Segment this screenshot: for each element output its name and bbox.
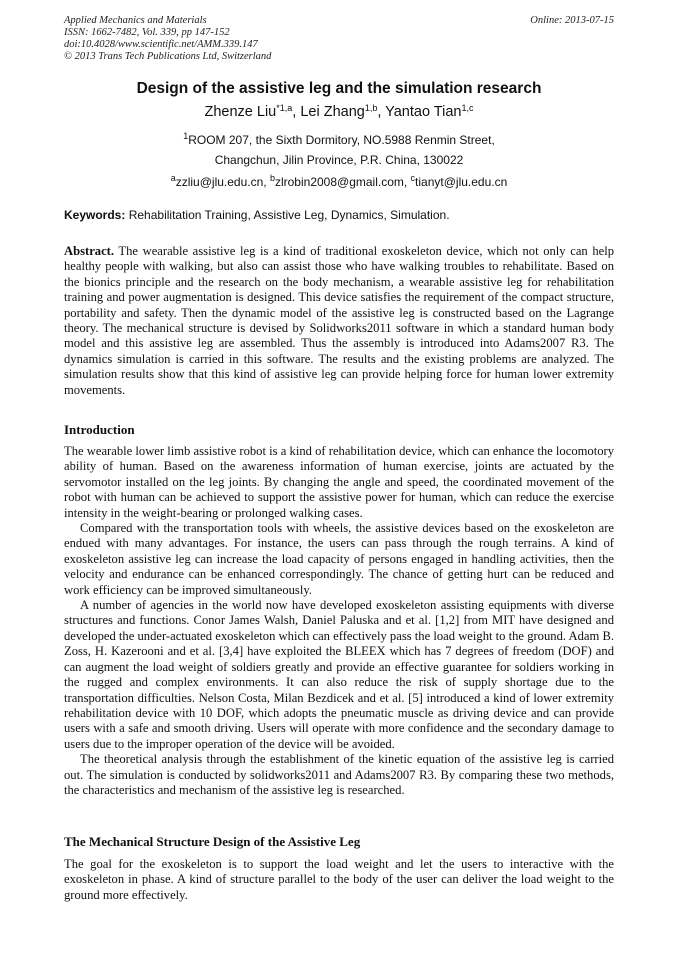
abstract [64, 244, 614, 398]
author-list: Zhenze Liu$^{*1,a}$, Lei Zhang$^{1,b}$, Yantao Tian$^{1,c}$ [204, 103, 474, 120]
author-name: Lei Zhang [300, 104, 365, 120]
email-address: zzliu@jlu.edu.cn [175, 175, 264, 189]
paper-title: Design of the assistive leg and the simulation research [136, 80, 542, 97]
email-address: zlrobin2008@gmail.com [274, 175, 404, 189]
email-list: $^a$zzliu@jlu.edu.cn, $^b$zlrobin2008@gmail.com, $^c$tianyt@jlu.edu.cn [170, 173, 508, 189]
abstract-text: The wearable assistive leg is a kind of traditional exoskeleton device, which not only can help healthy people with walking, but also can assist those who have walking troubles to rehabilitate. Based on the bionics principle and the research on the body mechanism, a wearable assistive leg for rehabilitation training and power augmentation is designed. This device satisfies the requirement of the compact structure, portability and safety. Then the dynamic model of the assistive leg is constructed based on the Lagrange theory. The mechanical structure is devised by Solidworks2011 software in which a standard human body model and this assistive leg are assembled. Thus the assembly is introduced into Adams2007 R3. The dynamics simulation is carried in this software. The results and the existing problems are analyzed. The simulation results show that this kind of assistive leg can provide helping force for human lower extremity movements. [64, 244, 615, 397]
journal-name: Applied Mechanics and Materials [64, 15, 207, 26]
author-mark: 1,c [461, 103, 474, 113]
author-name: Zhenze Liu [204, 104, 277, 120]
keywords-label: Keywords: [64, 208, 126, 222]
journal-header [64, 15, 271, 63]
paragraph: The wearable lower limb assistive robot is a kind of rehabilitation device, which can enhance the locomotory ability of human. Based on the awareness information of human exercise, joints are actuated by the servomotor installed on the leg joints. By changing the angle and speed, the coordinated movement of the robot with human can be achieved to support the assistive power for human, which can reduce the exercise intensity in the weight-bearing or prolonged walking cases. [64, 444, 614, 520]
copyright-line: © 2013 Trans Tech Publications Ltd, Switzerland [64, 51, 272, 62]
introduction-body [64, 444, 614, 798]
author-name: Yantao Tian [385, 104, 462, 120]
mechanical-structure-body: The goal for the exoskeleton is to support the load weight and let the users to interactive with the exoskeleton in phase. A kind of structure parallel to the body of the user can deliver the load weight to the ground more effectively. [64, 857, 614, 902]
author-mark: 1,b [364, 103, 378, 113]
email-address: tianyt@jlu.edu.cn [415, 175, 508, 189]
affiliation-mark: 1 [183, 131, 189, 141]
online-date: Online: 2013-07-15 [530, 15, 614, 26]
issn-line: ISSN: 1662-7482, Vol. 339, pp 147-152 [64, 27, 230, 38]
keywords-text: Rehabilitation Training, Assistive Leg, Dynamics, Simulation. [128, 208, 450, 222]
affiliation-line-2: Changchun, Jilin Province, P.R. China, 130022 [214, 153, 464, 167]
section-heading-introduction: Introduction [64, 422, 135, 437]
paragraph: A number of agencies in the world now have developed exoskeleton assisting equipments with diverse structures and functions. Conor James Walsh, Daniel Paluska and et al. [1,2] from MIT have designed and developed the under-actuated exoskeleton which can effectively pass the load weight to the ground. Adam B. Zoss, H. Kazerooni and et al. [3,4] have exploited the BLEEX which has 7 degrees of freedom (DOF) and can augment the load weight of soldiers greatly and provide an effective guarantee for soldiers working in the rugged and complex environments. It can also reduce the risk of supply shortage due to the transportation difficulties. Nelson Costa, Milan Bezdicek and et al. [5] introduced a kind of lower extremity rehabilitation device with 10 DOF, which adopts the pneumatic muscle as driving device and can provide users with a safe and smooth driving. Users will operate with more confidence and the secondary damage to users due to the improper operation of the device will be avoided. [64, 598, 614, 751]
section-heading-mechanical-structure: The Mechanical Structure Design of the Assistive Leg [64, 834, 361, 849]
affiliation-line-1: $^1$ROOM 207, the Sixth Dormitory, NO.5988 Renmin Street, [183, 131, 495, 147]
doi-line: doi:10.4028/www.scientific.net/AMM.339.147 [64, 39, 258, 50]
paragraph: Compared with the transportation tools with wheels, the assistive devices based on the exoskeleton are endued with many advantages. For instance, the users can pass through the rough terrains. A kind of exoskeleton assistive leg can increase the load capacity of persons engaged in handling activities, then the velocity and endurance can be enhanced correspondingly. The chance of getting hurt can be reduced and work efficiency can be improved simultaneously. [64, 521, 614, 597]
keywords [64, 208, 614, 222]
author-mark: *1,a [276, 103, 293, 113]
paragraph: The theoretical analysis through the establishment of the kinetic equation of the assistive leg is carried out. The simulation is conducted by solidworks2011 and Adams2007 R3. By comparing these two methods, the characteristics and mechanism of the assistive leg is researched. [64, 752, 614, 797]
abstract-label: Abstract. [64, 244, 115, 258]
